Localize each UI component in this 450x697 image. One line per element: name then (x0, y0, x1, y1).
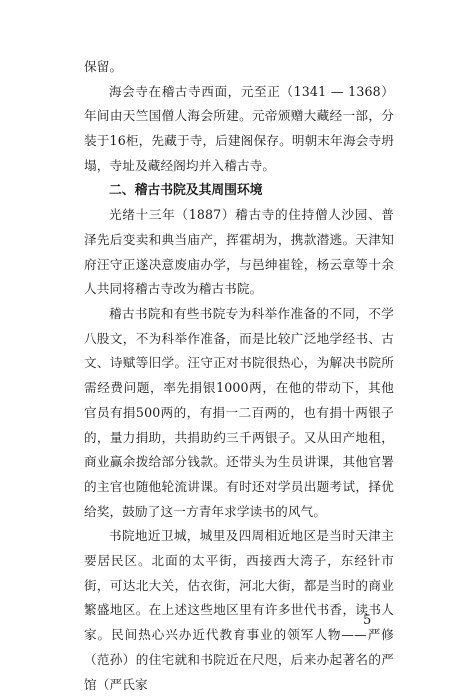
paragraph-guangxu: 光绪十三年（1887）稽古寺的住持僧人沙园、普泽先后变卖和典当庙产，挥霍胡为，携款潜逃。天津知府汪守正遂决意废庙办学，与邑绅崔铨，杨云章等十余人共同将稽古寺改为稽古书院。 (84, 207, 394, 297)
body-text (84, 55, 394, 697)
paragraph-continuation: 保留。 (84, 59, 123, 74)
paragraph-surroundings: 书院地近卫城，城里及四周相近地区是当时天津主要居民区。北面的太平街，西接西大湾子，东经针市街，可达北大关，估衣街，河北大街，都是当时的商业繁盛地区。在上述这些地区里有许多世代书香，读书人家。民间热心兴办近代教育事业的领军人物——严修（范孙）的住宅就和书院近在尺咫，后来办起著名的严馆（严氏家 (84, 528, 394, 692)
paragraph-haihui-temple: 海会寺在稽古寺西面，元至正（1341 — 1368）年间由天竺国僧人海会所建。元帝颁赠大藏经一部，分装于16柜，先藏于寺，后建阁保存。明朝末年海会寺坍塌，寺址及藏经阁均并入稽古寺。 (84, 83, 394, 173)
page-number: 5 (363, 613, 372, 628)
paragraph-academy-curriculum: 稽古书院和有些书院专为科举作准备的不同，不学八股文，不为科举作准备，而是比较广泛地学经书、古文、诗赋等旧学。汪守正对书院很热心，为解决书院所需经费问题，率先捐银1000两，在他的带动下，其他官员有捐500两的，有捐一二百两的，也有捐十两银子的，量力捐助，共捐助约三千两银子。又从田产地租，商业赢余拨给部分钱款。还带头为生员讲课，其他官署的主官也随他轮流讲课。有时还对学员出题考试，择优给奖，鼓励了这一方青年求学读书的风气。 (84, 306, 394, 519)
section-heading: 二、稽古书院及其周围环境 (109, 182, 263, 198)
